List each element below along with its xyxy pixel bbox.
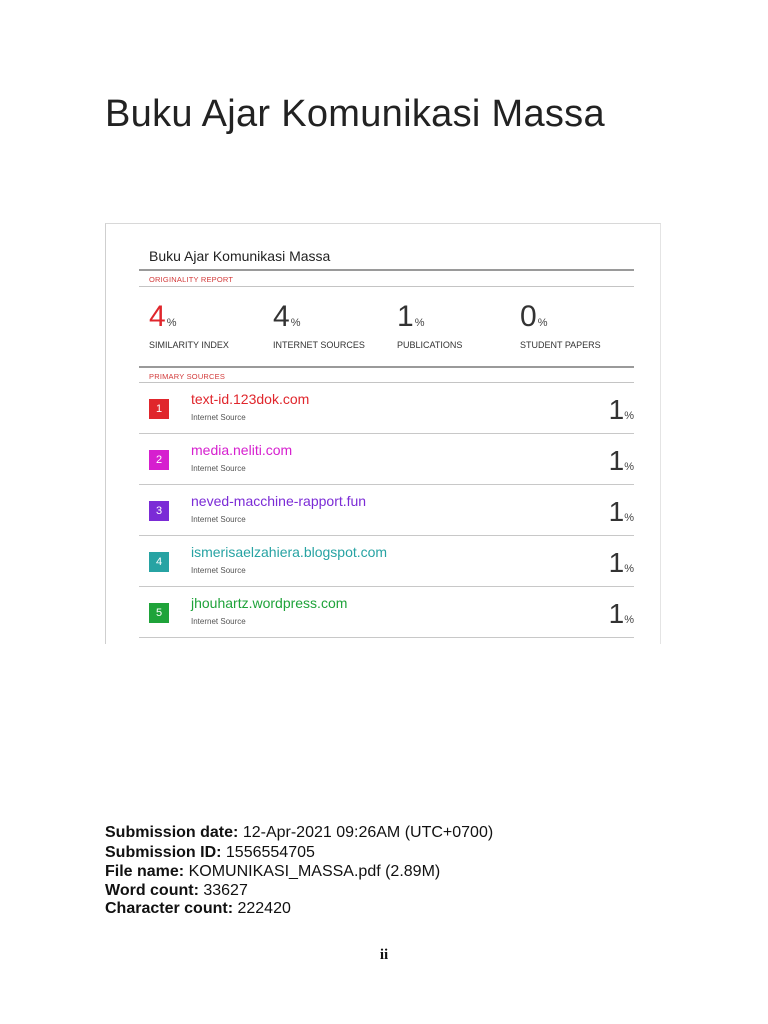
submission-date: Submission date: 12-Apr-2021 09:26AM (UTC+0700) [105,824,494,841]
submission-id: Submission ID: 1556554705 [105,843,315,861]
row-divider [139,484,634,485]
source-percent: 1% [608,598,634,629]
source-percent: 1% [608,547,634,578]
row-divider [139,433,634,434]
stat-value: 0 [520,300,537,333]
source-row [139,486,634,536]
document-title: Buku Ajar Komunikasi Massa [105,93,605,135]
source-type: Internet Source [191,617,246,626]
originality-divider [139,286,634,287]
stat-label: STUDENT PAPERS [520,340,601,350]
source-type: Internet Source [191,464,246,473]
source-rank-badge: 1 [149,399,169,419]
report-title-divider [139,269,634,271]
source-rank-badge: 5 [149,603,169,623]
stat-value: 1 [397,300,414,333]
source-percent: 1% [608,445,634,476]
source-row [139,588,634,638]
stat-label: PUBLICATIONS [397,340,463,350]
source-type: Internet Source [191,566,246,575]
percent-sign: % [414,317,425,329]
source-rank-badge: 2 [149,450,169,470]
source-rank-badge: 3 [149,501,169,521]
stat-label: INTERNET SOURCES [273,340,365,350]
stat-value: 4 [273,300,290,333]
source-url[interactable]: text-id.123dok.com [191,391,310,407]
stat-student-papers [520,300,601,350]
source-percent: 1% [608,496,634,527]
source-url[interactable]: jhouhartz.wordpress.com [191,595,348,611]
percent-sign: % [290,317,301,329]
word-count: Word count: 33627 [105,881,248,899]
stat-publications [397,300,463,350]
source-type: Internet Source [191,413,246,422]
stat-similarity-index [149,300,229,350]
source-row [139,435,634,485]
page-number: ii [379,947,389,963]
row-divider [139,586,634,587]
report-title: Buku Ajar Komunikasi Massa [149,248,331,264]
source-url[interactable]: media.neliti.com [191,442,293,458]
originality-report-label: ORIGINALITY REPORT [149,275,234,284]
submission-details [105,823,493,918]
source-percent: 1% [608,394,634,425]
source-row [139,384,634,434]
source-url[interactable]: neved-macchine-rapport.fun [191,493,367,509]
source-type: Internet Source [191,515,246,524]
originality-report [105,223,661,644]
stat-label: SIMILARITY INDEX [149,340,229,350]
source-rank-badge: 4 [149,552,169,572]
stat-value: 4 [149,300,166,333]
row-divider [139,535,634,536]
primary-sources-divider [139,382,634,383]
source-url[interactable]: ismerisaelzahiera.blogspot.com [191,544,388,560]
stat-internet-sources [273,300,365,350]
row-divider [139,637,634,638]
stats-divider [139,366,634,368]
percent-sign: % [537,317,548,329]
source-row [139,537,634,587]
character-count: Character count: 222420 [105,899,291,917]
primary-sources-label: PRIMARY SOURCES [149,372,226,381]
percent-sign: % [166,317,177,329]
file-name: File name: KOMUNIKASI_MASSA.pdf (2.89M) [105,863,441,880]
